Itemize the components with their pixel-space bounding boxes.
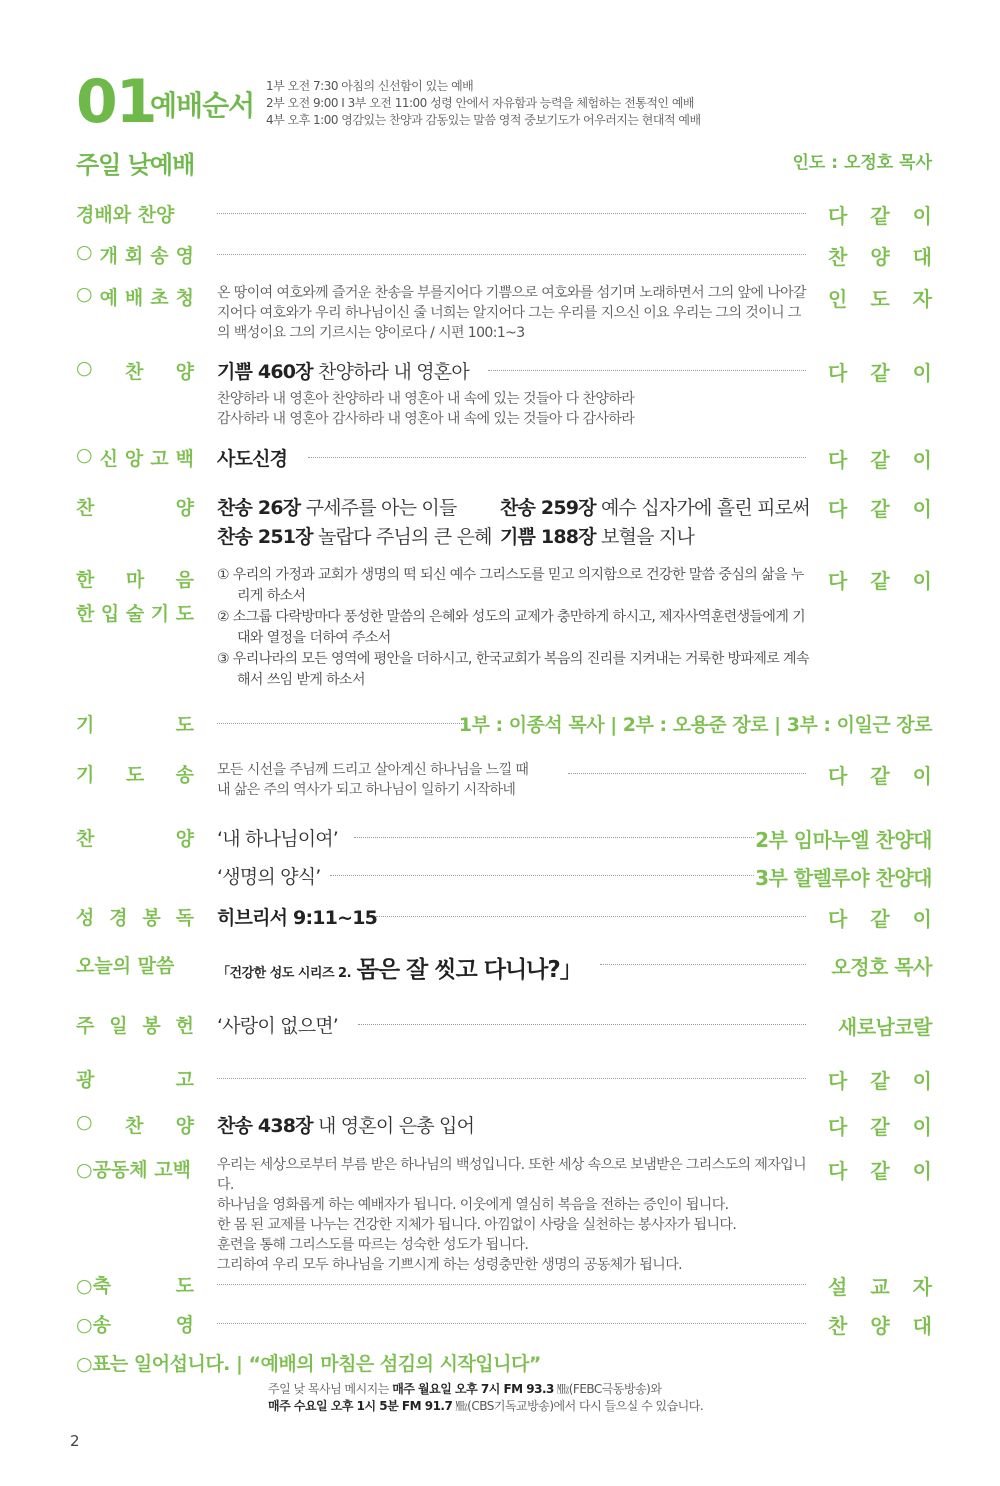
leader-dots bbox=[354, 837, 754, 838]
broadcast-note: 주일 낮 목사님 메시지는 매주 월요일 오후 7시 FM 93.3 ㎒(FEBC극동방송)와 매주 수요일 오후 1시 5분 FM 91.7 ㎒(CBS기독교방송)에서 다시 들으실 수 있습니다. bbox=[268, 1382, 704, 1413]
standing-note: ○표는 일어섭니다. | “예배의 마침은 섬김의 시작입니다” bbox=[76, 1353, 541, 1375]
confession-line: 한 몸 된 교제를 나누는 건강한 지체가 됩니다. 아낌없이 사랑을 실천하는 봉사자가 됩니다. bbox=[217, 1217, 737, 1233]
lyric-line: 감사하라 내 영혼아 감사하라 내 영혼아 내 속에 있는 것들아 다 감사하라 bbox=[217, 411, 635, 427]
row-label: 성 경 봉 독 bbox=[76, 907, 194, 929]
row-responsible: 다 같 이 bbox=[828, 1159, 932, 1183]
lyric-line: 찬양하라 내 영혼아 찬양하라 내 영혼아 내 속에 있는 것들아 다 찬양하라 bbox=[217, 391, 635, 407]
hymn-line bbox=[217, 357, 469, 384]
order-row-sermon bbox=[76, 951, 932, 985]
row-label: ○ 찬 양 bbox=[76, 357, 194, 383]
row-responsible: 다 같 이 bbox=[828, 361, 932, 385]
worship-leader: 인도 : 오정호 목사 bbox=[792, 153, 932, 173]
order-row-opening-doxology bbox=[76, 241, 932, 271]
hymn-lyrics bbox=[217, 389, 634, 429]
order-row-unison-prayer bbox=[76, 565, 932, 690]
row-responsible: 다 같 이 bbox=[828, 204, 932, 228]
sermon-title bbox=[217, 951, 582, 984]
order-row-benediction bbox=[76, 1271, 932, 1301]
lyric-line: 내 삶은 주의 역사가 되고 하나님이 일하기 시작하네 bbox=[217, 782, 516, 798]
leader-dots bbox=[358, 1024, 806, 1025]
row-label: ○송 영 bbox=[76, 1314, 194, 1336]
row-label: 주 일 봉 헌 bbox=[76, 1015, 194, 1037]
service-time-2: 2부 오전 9:00 I 3부 오전 11:00 성령 안에서 자유함과 능력을 체험하는 전통적인 예배 bbox=[266, 96, 695, 110]
row-responsible: 새로남코랄 bbox=[837, 1015, 932, 1039]
row-responsible: 인 도 자 bbox=[828, 287, 932, 311]
order-row-closing-doxology bbox=[76, 1310, 932, 1340]
service-time-3: 4부 오후 1:00 영감있는 찬양과 감동있는 말씀 영적 중보기도가 어우러지는 현대적 예배 bbox=[266, 113, 701, 127]
confession-line: 훈련을 통해 그리스도를 따르는 성숙한 성도가 됩니다. bbox=[217, 1237, 529, 1253]
anthem-1: ‘내 하나님이여’ bbox=[217, 828, 339, 850]
order-row-creed bbox=[76, 444, 932, 474]
leader-dots bbox=[330, 875, 754, 876]
leader-dots bbox=[217, 723, 466, 724]
leader-dots bbox=[600, 964, 806, 965]
hymn-title: 내 영혼이 은총 입어 bbox=[318, 1115, 475, 1137]
creed-text: 사도신경 bbox=[217, 448, 288, 470]
row-label: 기 도 bbox=[76, 714, 194, 736]
row-responsible: 찬 양 대 bbox=[828, 245, 932, 269]
row-label: ○ 신 앙 고 백 bbox=[76, 444, 194, 470]
leader-dots bbox=[217, 1078, 806, 1079]
order-row-announcements bbox=[76, 1065, 932, 1095]
service-times bbox=[266, 78, 701, 129]
row-label: 한 마 음 bbox=[76, 569, 194, 591]
leader-dots bbox=[217, 1284, 806, 1285]
leader-dots bbox=[308, 457, 806, 458]
call-to-worship-text: 온 땅이여 여호와께 즐거운 찬송을 부를지어다 기쁨으로 여호와를 섬기며 노래하면서 그의 앞에 나아갈지어다 여호와가 우리 하나님이신 줄 너희는 알지어다 그는 우리를 지으신 이요 우리는 그의 것이니 그의 백성이요 그의 기르시는 양이로다 / 시편 100:1~3 bbox=[217, 285, 807, 341]
order-row-praise-songs bbox=[76, 493, 932, 549]
song-3: 찬송 251장 놀랍다 주님의 큰 은혜 bbox=[217, 526, 492, 548]
row-label: ○축 도 bbox=[76, 1275, 194, 1297]
leader-dots bbox=[488, 370, 806, 371]
order-row-scripture bbox=[76, 903, 932, 933]
row-label: 기 도 송 bbox=[76, 764, 194, 786]
row-label: 오늘의 말씀 bbox=[76, 955, 175, 977]
sermon-series: 「건강한 성도 시리즈 2. bbox=[217, 966, 352, 981]
confession-line: 우리는 세상으로부터 부름 받은 하나님의 백성입니다. 또한 세상 속으로 보냄받은 그리스도의 제자입니다. bbox=[217, 1157, 807, 1193]
sermon-main-title: 몸은 잘 씻고 다니나?」 bbox=[356, 957, 582, 983]
row-label: ○공동체 고백 bbox=[76, 1159, 191, 1181]
page-number: 2 bbox=[70, 1432, 80, 1450]
order-row-offering bbox=[76, 1011, 932, 1041]
prayer-item: ② 소그룹 다락방마다 풍성한 말씀의 은혜와 성도의 교제가 충만하게 하시고, 제자사역훈련생들에게 기대와 열정을 더하여 주소서 bbox=[217, 609, 806, 646]
anthem-2: ‘생명의 양식’ bbox=[217, 866, 321, 888]
order-row-prayer-song bbox=[76, 760, 932, 804]
row-label: ○ 예 배 초 청 bbox=[76, 283, 194, 309]
row-label: ○ 찬 양 bbox=[76, 1111, 194, 1137]
row-responsible: 다 같 이 bbox=[828, 764, 932, 788]
row-label: 광 고 bbox=[76, 1069, 194, 1091]
order-row-hymn-1 bbox=[76, 357, 932, 427]
scripture-reference: 히브리서 9:11~15 bbox=[217, 907, 378, 929]
leader-dots bbox=[568, 773, 806, 774]
preacher: 오정호 목사 bbox=[831, 955, 932, 979]
prayer-leaders: 1부 : 이종석 목사 | 2부 : 오용준 장로 | 3부 : 이일근 장로 bbox=[458, 714, 932, 736]
song-4: 기쁨 188장 보혈을 지나 bbox=[500, 526, 695, 548]
row-responsible: 찬 양 대 bbox=[828, 1314, 932, 1338]
order-row-choir-anthem bbox=[76, 824, 932, 890]
row-responsible: 다 같 이 bbox=[828, 907, 932, 931]
order-row-prayer bbox=[76, 710, 932, 740]
section-title: 예배순서 bbox=[150, 89, 255, 122]
leader-dots bbox=[217, 1323, 806, 1324]
prayer-song-lyrics bbox=[217, 760, 528, 800]
hymn-number: 찬송 438장 bbox=[217, 1115, 313, 1137]
prayer-item: ③ 우리나라의 모든 영역에 평안을 더하시고, 한국교회가 복음의 진리를 지켜내는 거룩한 방파제로 계속해서 쓰임 받게 하소서 bbox=[217, 651, 809, 688]
song-1: 찬송 26장 구세주를 아는 이들 bbox=[217, 497, 457, 519]
section-number: 01 bbox=[76, 67, 156, 137]
offering-song: ‘사랑이 없으면’ bbox=[217, 1015, 339, 1037]
choir-1: 2부 임마누엘 찬양대 bbox=[755, 828, 932, 852]
order-row-praise-worship bbox=[76, 200, 932, 230]
row-label: 찬 양 bbox=[76, 828, 194, 850]
service-title: 주일 낮예배 bbox=[76, 151, 195, 179]
hymn-number: 기쁨 460장 bbox=[217, 361, 313, 383]
row-label-2: 한 입 술 기 도 bbox=[76, 603, 194, 625]
leader-dots bbox=[376, 916, 806, 917]
confession-line: 하나님을 영화롭게 하는 예배자가 됩니다. 이웃에게 열심히 복음을 전하는 증인이 됩니다. bbox=[217, 1197, 729, 1213]
row-responsible: 다 같 이 bbox=[828, 1069, 932, 1093]
row-label: 찬 양 bbox=[76, 497, 194, 519]
order-row-community-confession bbox=[76, 1155, 932, 1273]
row-responsible: 설 교 자 bbox=[828, 1275, 932, 1299]
service-time-1: 1부 오전 7:30 아침의 신선함이 있는 예배 bbox=[266, 79, 474, 93]
row-label: ○ 개 회 송 영 bbox=[76, 241, 194, 267]
order-row-hymn-2 bbox=[76, 1111, 932, 1141]
hymn-title: 찬양하라 내 영혼아 bbox=[318, 361, 469, 383]
confession-text bbox=[217, 1155, 817, 1275]
row-label: 경배와 찬양 bbox=[76, 204, 175, 226]
order-row-call-to-worship bbox=[76, 283, 932, 345]
choir-2: 3부 할렐루야 찬양대 bbox=[755, 866, 932, 890]
hymn-line bbox=[217, 1111, 474, 1138]
row-responsible: 다 같 이 bbox=[828, 569, 932, 593]
prayer-items bbox=[217, 565, 809, 691]
confession-line: 그리하여 우리 모두 하나님을 기쁘시게 하는 성령충만한 생명의 공동체가 됩니다. bbox=[217, 1257, 682, 1273]
leader-dots bbox=[217, 213, 806, 214]
lyric-line: 모든 시선을 주님께 드리고 살아계신 하나님을 느낄 때 bbox=[217, 762, 529, 778]
row-responsible: 다 같 이 bbox=[828, 448, 932, 472]
row-responsible: 다 같 이 bbox=[828, 497, 932, 521]
row-responsible: 다 같 이 bbox=[828, 1115, 932, 1139]
leader-dots bbox=[217, 254, 806, 255]
prayer-item: ① 우리의 가정과 교회가 생명의 떡 되신 예수 그리스도를 믿고 의지함으로 건강한 말씀 중심의 삶을 누리게 하소서 bbox=[217, 567, 804, 604]
song-2: 찬송 259장 예수 십자가에 흘린 피로써 bbox=[500, 497, 810, 519]
